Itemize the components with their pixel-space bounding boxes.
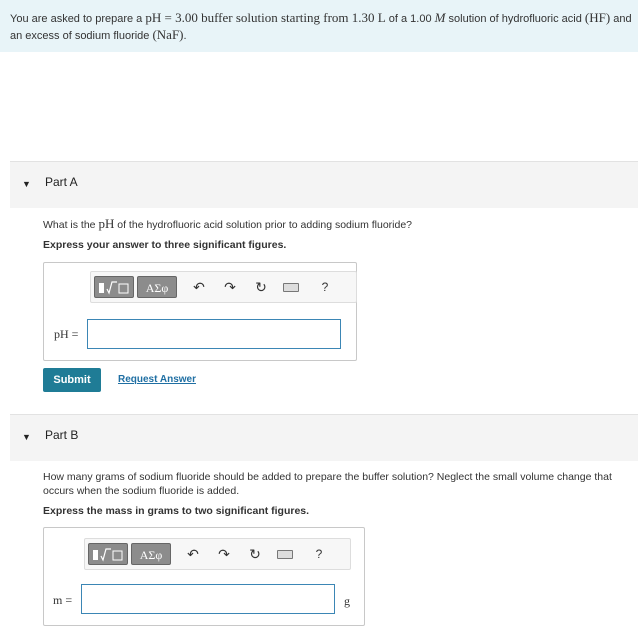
collapse-triangle-icon[interactable]: ▼ <box>22 179 31 189</box>
templates-button[interactable] <box>88 543 128 565</box>
greek-symbols-button[interactable]: ΑΣφ <box>137 276 177 298</box>
problem-intro <box>0 0 638 52</box>
intro-text: You are asked to prepare a pH = 3.00 buffer solution starting from 1.30 L of a 1.00 M solution of hydrofluoric acid (HF) and an excess of sodium fluoride (NaF). <box>10 10 632 42</box>
undo-icon[interactable]: ↶ <box>193 279 205 295</box>
redo-icon[interactable]: ↷ <box>218 546 230 562</box>
help-icon[interactable]: ? <box>315 547 323 561</box>
templates-icon <box>91 547 125 563</box>
part-b-header[interactable] <box>10 414 638 461</box>
math-toolbar <box>90 271 357 303</box>
part-a-instruction: Express your answer to three significant figures. <box>43 239 287 251</box>
collapse-triangle-icon[interactable]: ▼ <box>22 432 31 442</box>
part-a-question: What is the pH of the hydrofluoric acid solution prior to adding sodium fluoride? <box>43 216 413 231</box>
part-a-answer-box <box>43 262 357 361</box>
part-a-header[interactable] <box>10 161 638 208</box>
part-b-title: Part B <box>45 428 79 442</box>
redo-icon[interactable]: ↷ <box>224 279 236 295</box>
ph-input[interactable] <box>87 319 341 349</box>
reset-icon[interactable]: ↻ <box>249 546 261 562</box>
help-icon[interactable]: ? <box>321 280 329 294</box>
templates-icon <box>97 280 131 296</box>
mass-input[interactable] <box>81 584 335 614</box>
gram-unit: g <box>344 594 350 608</box>
keyboard-icon[interactable] <box>283 283 299 292</box>
part-b-answer-box <box>43 527 365 626</box>
part-b-question: How many grams of sodium fluoride should be added to prepare the buffer solution? Neglect the small volume change that occurs when the sodium fluoride is added. <box>43 471 612 497</box>
request-answer-link[interactable]: Request Answer <box>118 374 196 385</box>
part-a-title: Part A <box>45 175 78 189</box>
ph-label: pH = <box>54 327 79 341</box>
keyboard-icon[interactable] <box>277 550 293 559</box>
templates-button[interactable] <box>94 276 134 298</box>
part-b-instruction: Express the mass in grams to two significant figures. <box>43 505 310 517</box>
math-toolbar <box>84 538 351 570</box>
greek-symbols-button[interactable]: ΑΣφ <box>131 543 171 565</box>
reset-icon[interactable]: ↻ <box>255 279 267 295</box>
mass-label: m = <box>53 593 73 607</box>
submit-button[interactable]: Submit <box>43 368 101 392</box>
undo-icon[interactable]: ↶ <box>187 546 199 562</box>
